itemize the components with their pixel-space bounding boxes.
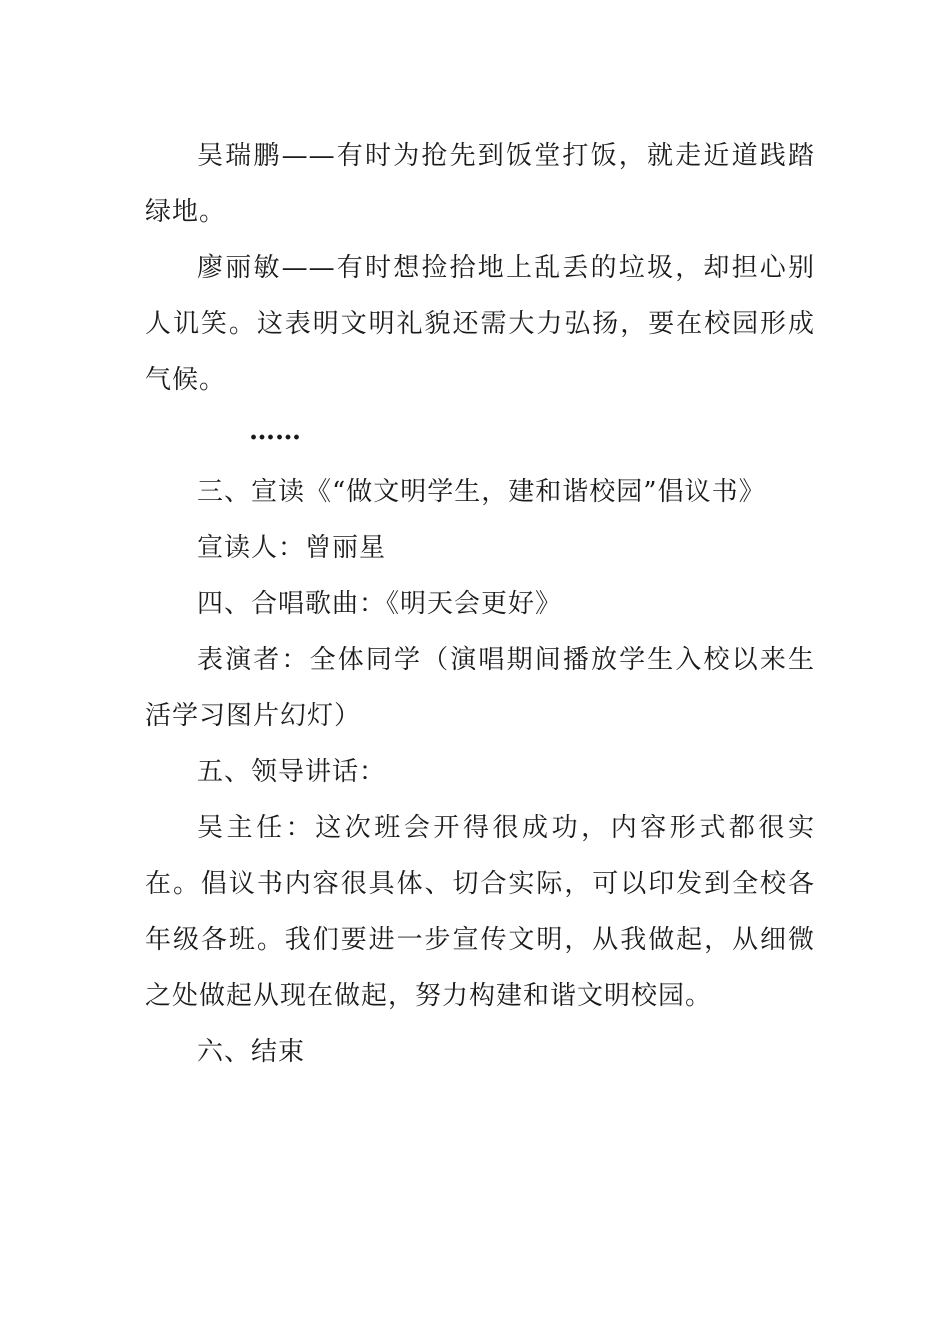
paragraph-liao-limin: 廖丽敏——有时想捡拾地上乱丢的垃圾，却担心别人讥笑。这表明文明礼貌还需大力弘扬，要在校园形成气候。 bbox=[145, 253, 815, 395]
document-body bbox=[145, 128, 815, 1080]
paragraph-performers: 表演者：全体同学（演唱期间播放学生入校以来生活学习图片幻灯） bbox=[145, 645, 815, 731]
paragraph-wu-ruipeng: 吴瑞鹏——有时为抢先到饭堂打饭，就走近道践踏绿地。 bbox=[145, 141, 815, 227]
paragraph-director-wu-speech: 吴主任：这次班会开得很成功，内容形式都很实在。倡议书内容很具体、切合实际，可以印发到全校各年级各班。我们要进一步宣传文明，从我做起，从细微之处做起从现在做起，努力构建和谐文明校园。 bbox=[145, 813, 815, 1011]
section-heading-leader-speech: 五、领导讲话： bbox=[197, 757, 387, 787]
section-heading-chorus: 四、合唱歌曲：《明天会更好》 bbox=[197, 589, 563, 619]
paragraph-reader: 宣读人：曾丽星 bbox=[197, 533, 387, 563]
section-heading-read-proposal: 三、宣读《“做文明学生，建和谐校园”倡议书》 bbox=[197, 477, 766, 507]
section-heading-end: 六、结束 bbox=[197, 1037, 306, 1067]
ellipsis-line: …… bbox=[249, 416, 301, 446]
